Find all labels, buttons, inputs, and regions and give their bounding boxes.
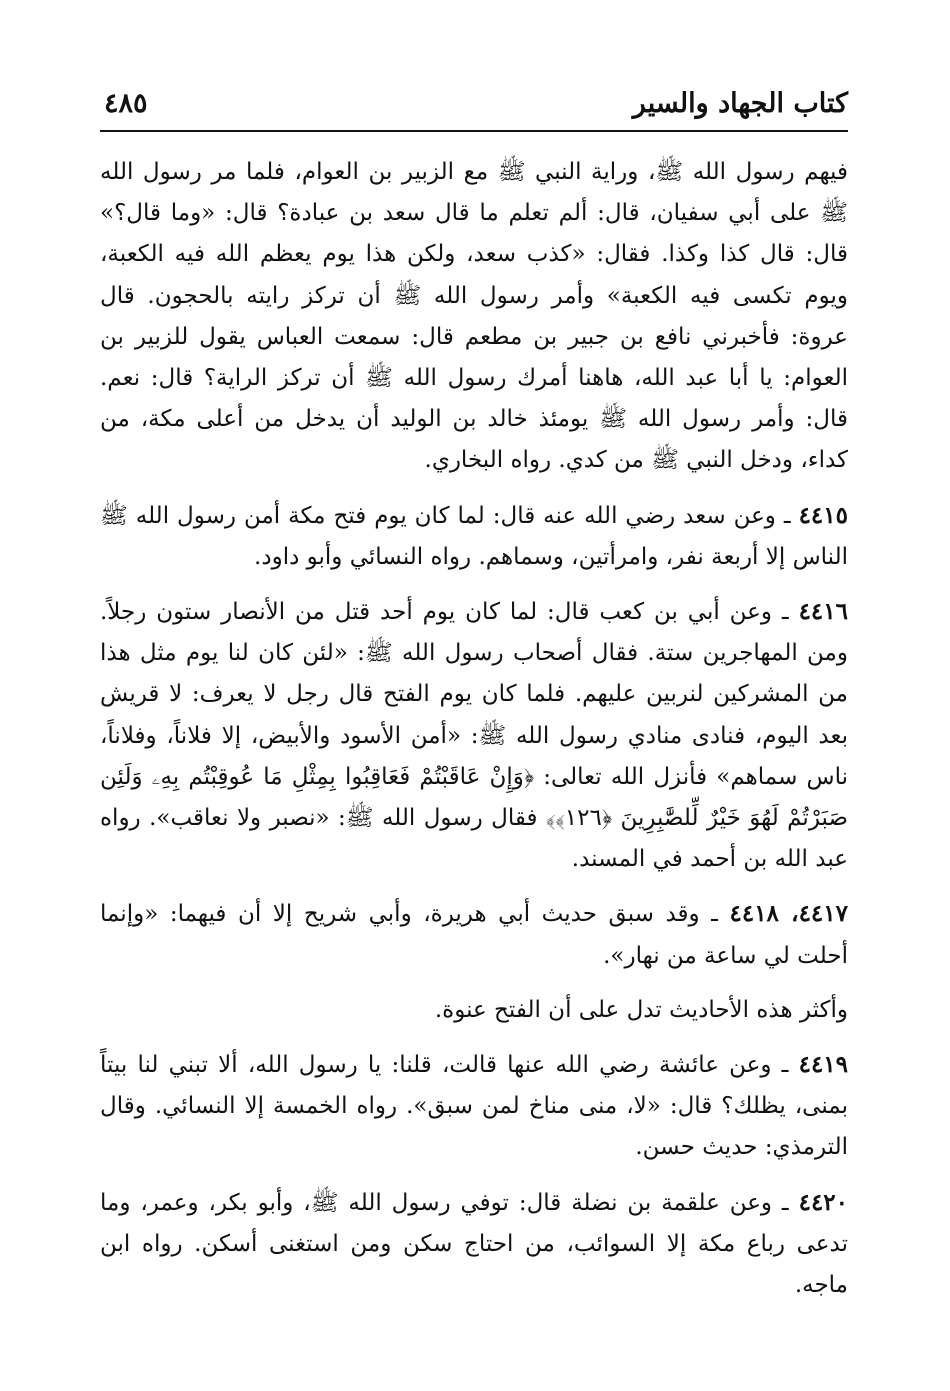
paragraph-text: ـ وعن عائشة رضي الله عنها قالت، قلنا: يا رسول الله، ألا تبني لنا بيتاً بمنى، يظلك؟ قال: «لا، منى مناخ لمن سبق». رواه الخمسة إلا النسائي. وقال الترمذي: حديث حسن. bbox=[100, 1052, 848, 1161]
paragraph-text: ـ وعن أبي بن كعب قال: لما كان يوم أحد قتل من الأنصار ستون رجلاً. ومن المهاجرين ستة. فقال أصحاب رسول الله ﷺ: «لئن كان لنا يوم مثل هذا من المشركين لنربين عليهم. فلما كان يوم الفتح قال رجل لا يعرف: لا قريش بعد اليوم، فنادى منادي رسول الله ﷺ: «أمن الأسود والأبيض، إلا فلاناً، وفلاناً، ناس سماهم» فأنزل الله تعالى: ﴿وَإِنْ عَاقَبْتُمْ فَعَاقِبُوا بِمِثْلِ مَا عُوقِبْتُم بِهِۦ وَلَئِن صَبَرْتُمْ لَهُوَ خَيْرٌ لِّلصَّٰبِرِينَ ﴿١٢٦﴾﴾ فقال رسول الله ﷺ: «نصبر ولا نعاقب». رواه عبد الله بن أحمد في المسند. bbox=[100, 599, 848, 873]
page-number: ٤٨٥ bbox=[104, 88, 148, 119]
paragraph-text: فيهم رسول الله ﷺ، وراية النبي ﷺ مع الزبير بن العوام، فلما مر رسول الله ﷺ على أبي سفيان، قال: ألم تعلم ما قال سعد بن عبادة؟ قال: «وما قال؟» قال: قال كذا وكذا. فقال: «كذب سعد، ولكن هذا يوم يعظم الله فيه الكعبة، ويوم تكسى فيه الكعبة» وأمر رسول الله ﷺ أن تركز رايته بالحجون. قال عروة: فأخبرني نافع بن جبير بن مطعم قال: سمعت العباس يقول للزبير بن العوام: يا أبا عبد الله، هاهنا أمرك رسول الله ﷺ أن تركز الراية؟ قال: نعم. قال: وأمر رسول الله ﷺ يومئذ خالد بن الوليد أن يدخل من أعلى مكة، من كداء، ودخل النبي ﷺ من كدي. رواه البخاري. bbox=[100, 159, 848, 474]
hadith-number: ٤٤١٧، ٤٤١٨ bbox=[729, 900, 848, 928]
paragraph-text: ـ وقد سبق حديث أبي هريرة، وأبي شريح إلا أن فيهما: «وإنما أحلت لي ساعة من نهار». bbox=[100, 901, 848, 969]
chapter-title: كتاب الجهاد والسير bbox=[632, 88, 848, 119]
paragraph-text: ـ وعن سعد رضي الله عنه قال: لما كان يوم فتح مكة أمن رسول الله ﷺ الناس إلا أربعة نفر، وامرأتين، وسماهم. رواه النسائي وأبو داود. bbox=[100, 502, 848, 570]
paragraph-continuation bbox=[100, 152, 848, 482]
hadith-4420 bbox=[100, 1182, 848, 1307]
page-body bbox=[100, 152, 848, 1319]
page-header bbox=[100, 84, 848, 132]
hadith-number: ٤٤١٥ bbox=[798, 501, 848, 529]
hadith-number: ٤٤٢٠ bbox=[798, 1188, 849, 1216]
hadith-4419 bbox=[100, 1044, 848, 1169]
hadith-4416 bbox=[100, 591, 848, 880]
paragraph-text: وأكثر هذه الأحاديث تدل على أن الفتح عنوة. bbox=[434, 996, 848, 1023]
hadith-number: ٤٤١٩ bbox=[798, 1051, 849, 1079]
hadith-4417-4418 bbox=[100, 893, 848, 976]
paragraph-text: ـ وعن علقمة بن نضلة قال: توفي رسول الله ﷺ، وأبو بكر، وعمر، وما تدعى رباع مكة إلا السوائب، من احتاج سكن ومن استغنى أسكن. رواه ابن ماجه. bbox=[100, 1189, 848, 1299]
hadith-4415 bbox=[100, 495, 848, 578]
commentary-paragraph bbox=[100, 990, 848, 1031]
hadith-number: ٤٤١٦ bbox=[798, 598, 848, 626]
